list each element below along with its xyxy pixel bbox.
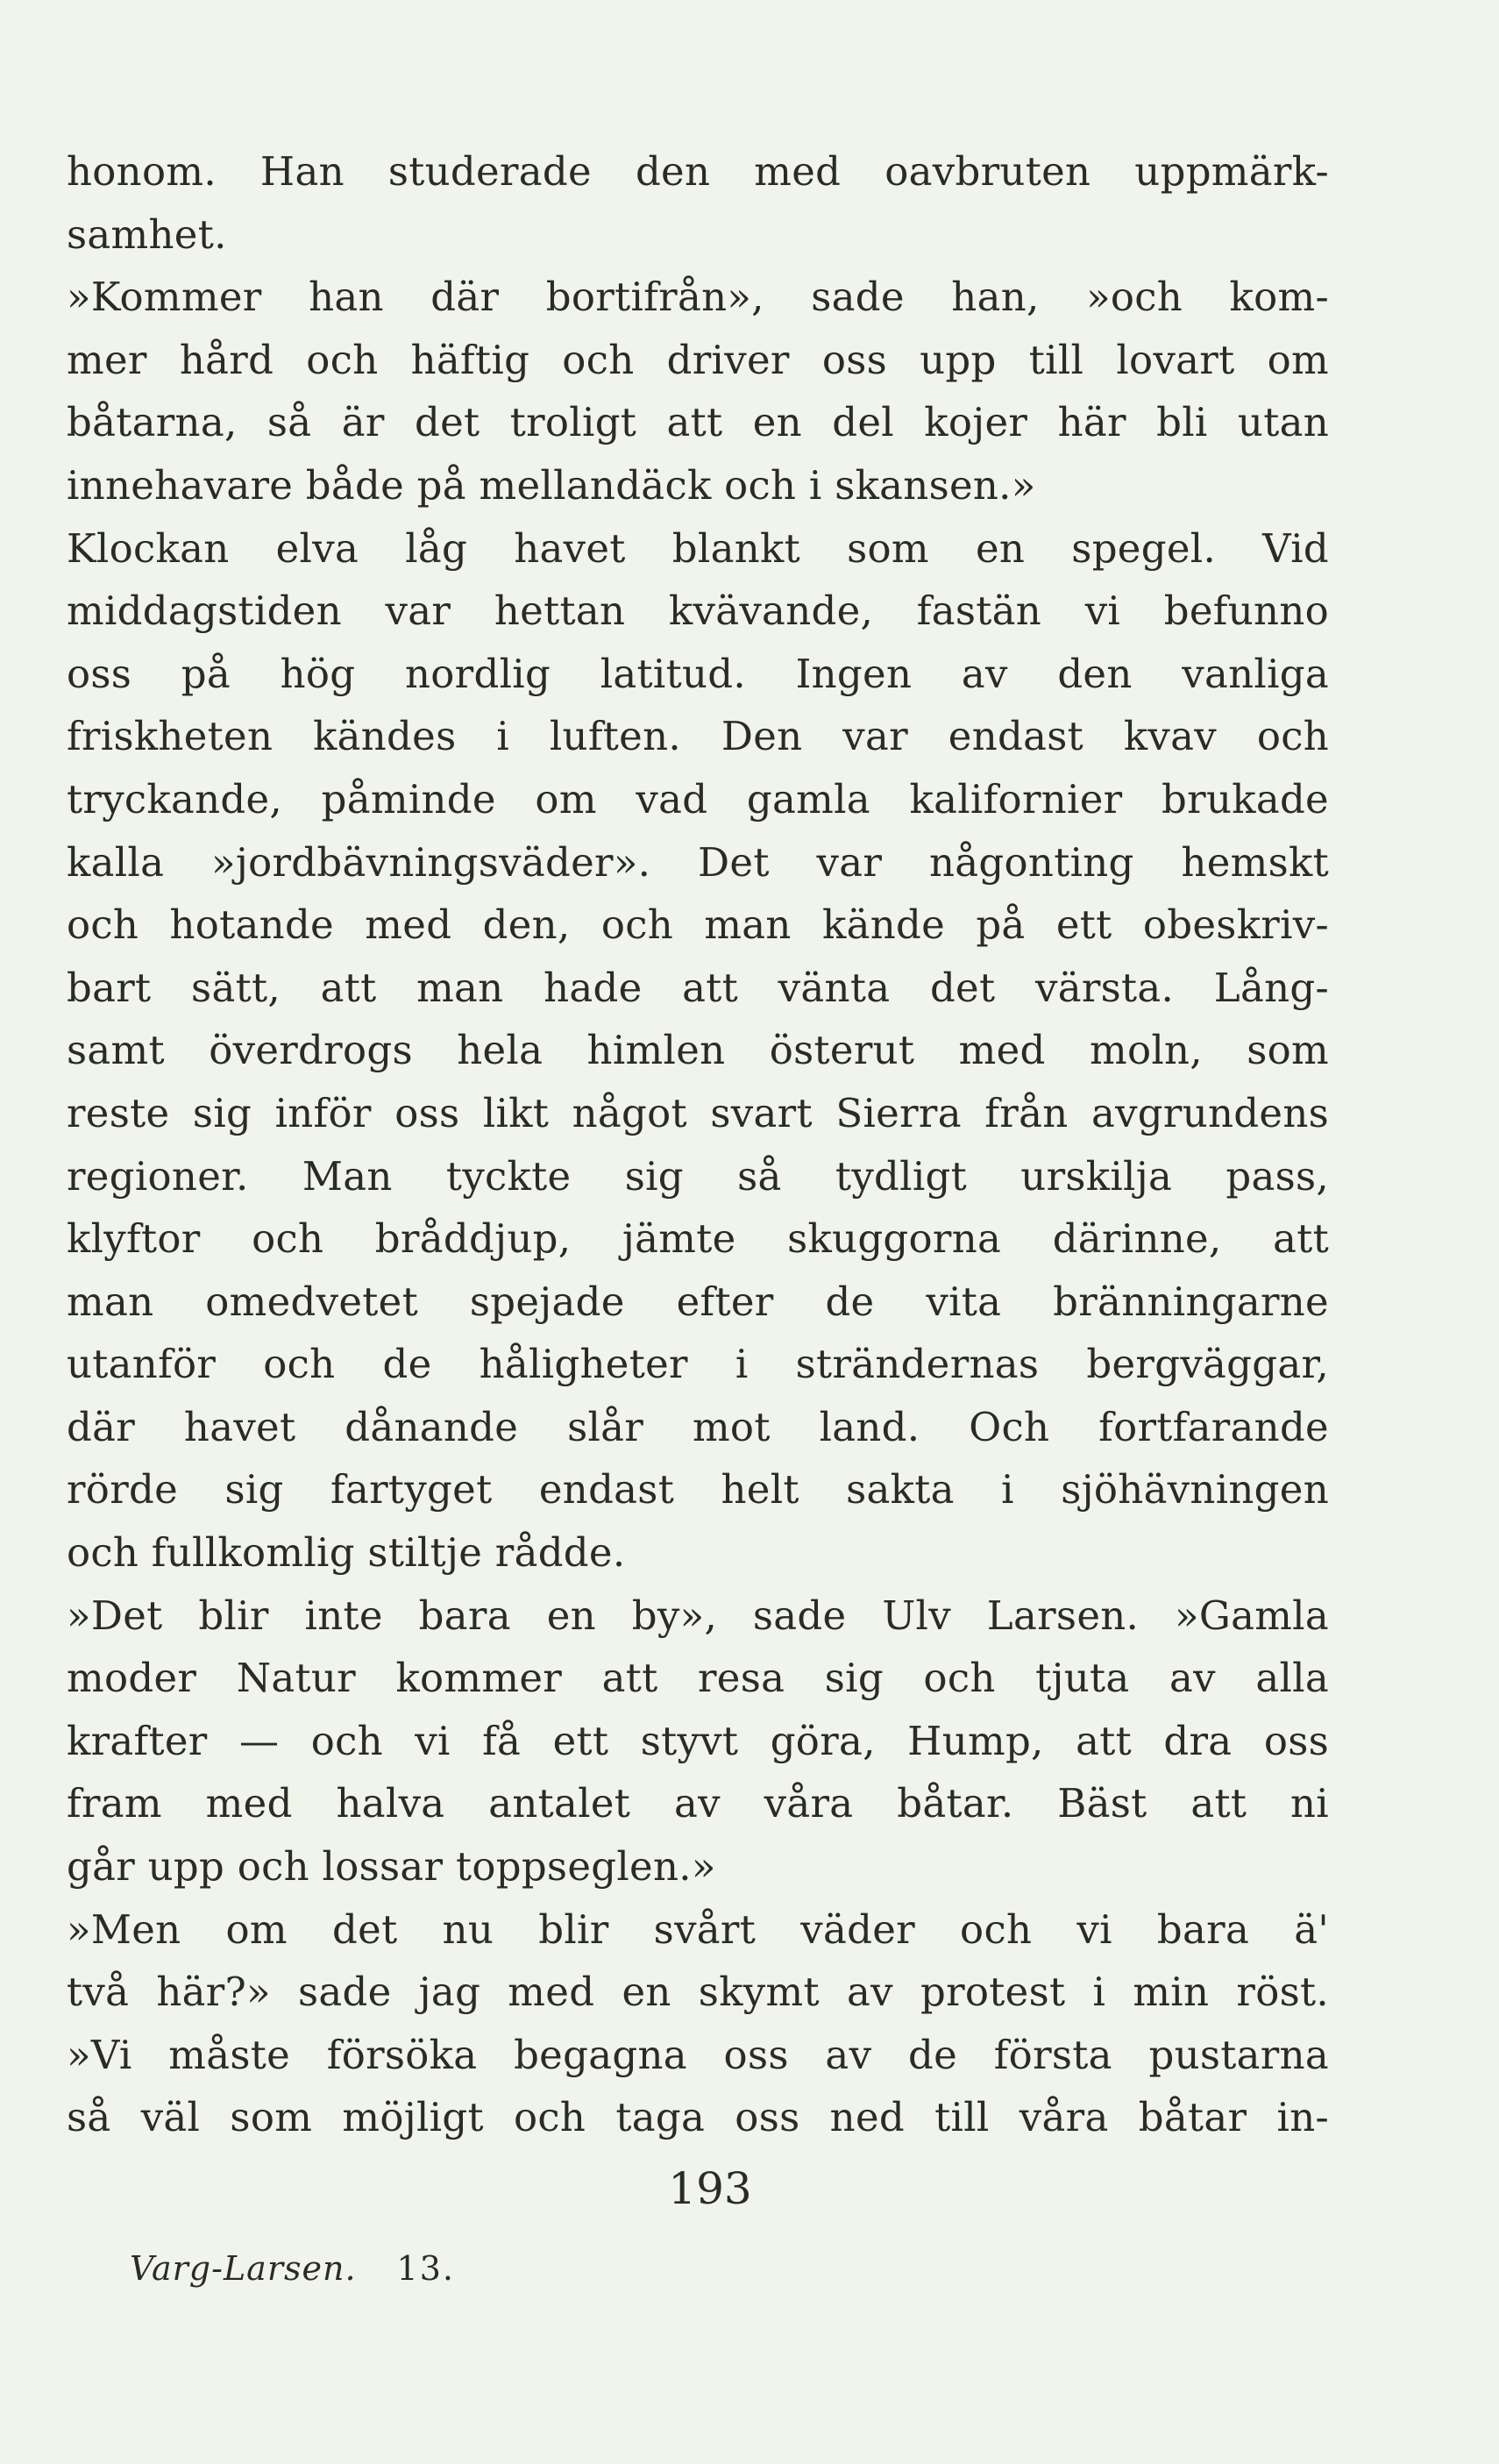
text-line: och fullkomlig stiltje rådde.	[67, 1529, 626, 1577]
text-line: »Det blir inte bara en by», sade Ulv Larsen. »Gamla	[67, 1592, 1329, 1639]
text-line: går upp och lossar toppseglen.»	[67, 1843, 716, 1891]
text-line: kalla »jordbävningsväder». Det var någonting hemskt	[67, 838, 1329, 886]
text-line: friskheten kändes i luften. Den var endast kvav och	[67, 713, 1329, 760]
text-line: innehavare både på mellandäck och i skansen.»	[67, 461, 1036, 509]
text-line: tryckande, påminde om vad gamla kalifornier brukade	[67, 775, 1329, 823]
text-line: moder Natur kommer att resa sig och tjuta av alla	[67, 1655, 1329, 1702]
text-line: så väl som möjligt och taga oss ned till våra båtar in-	[67, 2094, 1329, 2141]
text-line: oss på hög nordlig latitud. Ingen av den vanliga	[67, 650, 1329, 697]
text-line: fram med halva antalet av våra båtar. Bäst att ni	[67, 1780, 1329, 1827]
text-line: och hotande med den, och man kände på ett obeskriv-	[67, 901, 1329, 949]
text-line: där havet dånande slår mot land. Och fortfarande	[67, 1403, 1329, 1450]
text-line: samhet.	[67, 210, 227, 258]
text-line: rörde sig fartyget endast helt sakta i sjöhävningen	[67, 1466, 1329, 1513]
text-line: »Kommer han där bortifrån», sade han, »och kom-	[67, 274, 1329, 321]
text-line: mer hård och häftig och driver oss upp till lovart om	[67, 336, 1329, 383]
text-line: honom. Han studerade den med oavbruten uppmärk-	[67, 148, 1329, 195]
signature-title: Varg-Larsen.	[130, 2249, 357, 2288]
text-line: »Vi måste försöka begagna oss av de första pustarna	[67, 2031, 1329, 2078]
text-line: middagstiden var hettan kvävande, fastän vi befunno	[67, 588, 1329, 635]
printer-signature	[130, 2247, 455, 2290]
page-number: 193	[668, 2163, 752, 2214]
text-line: »Men om det nu blir svårt väder och vi bara ä'	[67, 1905, 1329, 1953]
text-line: båtarna, så är det troligt att en del kojer här bli utan	[67, 399, 1329, 446]
text-line: krafter — och vi få ett styvt göra, Hump, att dra oss	[67, 1717, 1329, 1764]
text-line: bart sätt, att man hade att vänta det värsta. Lång-	[67, 964, 1329, 1011]
text-line: reste sig inför oss likt något svart Sierra från avgrundens	[67, 1089, 1329, 1136]
text-line: utanför och de håligheter i strändernas bergväggar,	[67, 1341, 1329, 1388]
text-line: samt överdrogs hela himlen österut med moln, som	[67, 1027, 1329, 1074]
signature-number: 13.	[396, 2249, 455, 2288]
text-line: regioner. Man tyckte sig så tydligt urskilja pass,	[67, 1152, 1329, 1200]
text-line: klyftor och bråddjup, jämte skuggorna därinne, att	[67, 1215, 1329, 1263]
body-text	[67, 140, 1329, 2149]
text-line: Klockan elva låg havet blankt som en spegel. Vid	[67, 524, 1329, 572]
text-line: man omedvetet spejade efter de vita bränningarne	[67, 1278, 1329, 1325]
text-line: två här?» sade jag med en skymt av protest i min röst.	[67, 1969, 1329, 2016]
